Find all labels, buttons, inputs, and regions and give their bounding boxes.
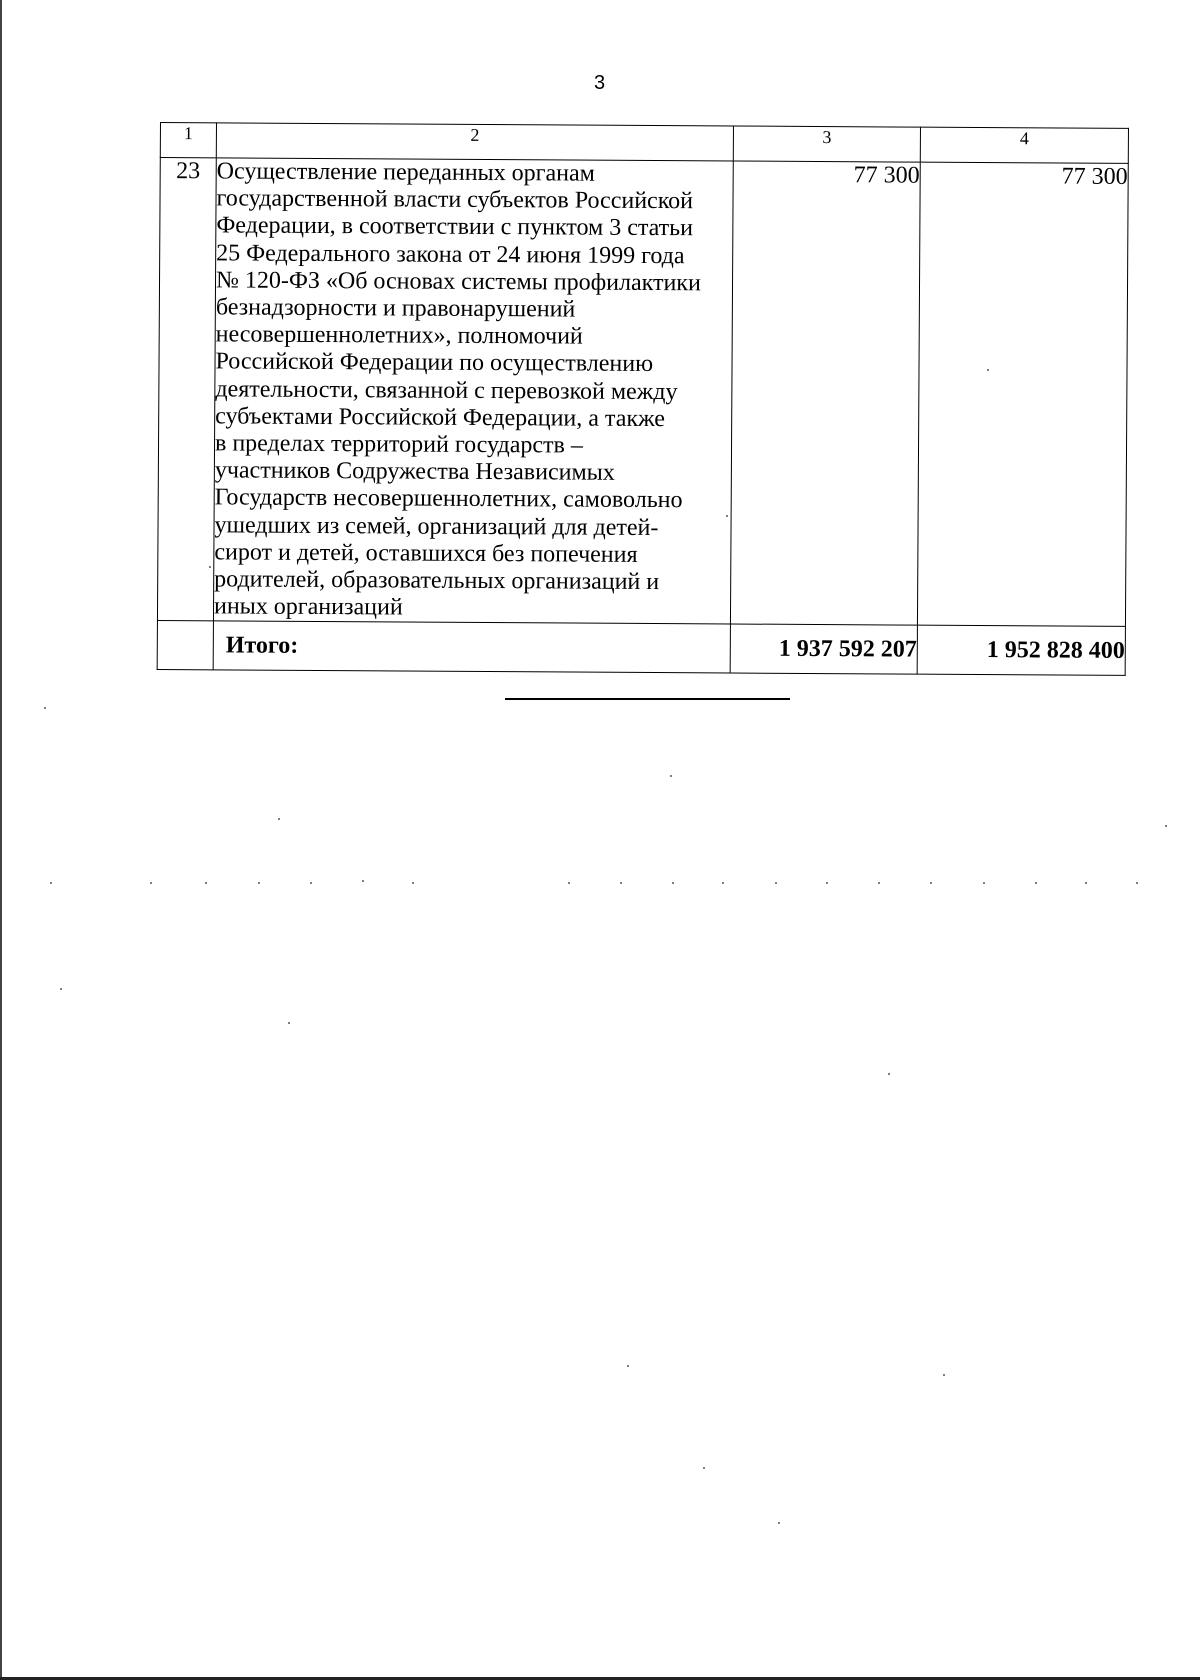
scan-speck bbox=[1035, 882, 1037, 884]
scan-speck bbox=[278, 818, 280, 820]
scan-speck bbox=[778, 1522, 780, 1524]
header-col-1: 1 bbox=[160, 123, 216, 158]
total-row bbox=[157, 621, 1125, 676]
scan-speck bbox=[826, 882, 828, 884]
header-col-2: 2 bbox=[216, 123, 733, 161]
scan-edge-left bbox=[0, 0, 2, 1680]
scan-speck bbox=[672, 882, 674, 884]
scan-speck bbox=[726, 515, 728, 517]
scan-speck bbox=[44, 707, 46, 709]
scan-speck bbox=[258, 882, 260, 884]
header-col-4: 4 bbox=[920, 127, 1128, 163]
total-value-col4: 1 952 828 400 bbox=[917, 626, 1125, 676]
scan-speck bbox=[627, 1365, 629, 1367]
scan-speck bbox=[60, 988, 62, 990]
total-value-col3: 1 937 592 207 bbox=[730, 624, 917, 674]
end-of-document-rule bbox=[505, 698, 790, 700]
scan-speck bbox=[205, 882, 207, 884]
header-col-3: 3 bbox=[733, 126, 920, 162]
row-value-col4: 77 300 bbox=[917, 162, 1128, 627]
scan-speck bbox=[1085, 882, 1087, 884]
scan-speck bbox=[878, 882, 880, 884]
row-description: Осуществление переданных органам государственной власти субъектов Российской Федерации, в соответствии с пунктом 3 статьи 25 Федерального закона от 24 июня 1999 года № 120-ФЗ «Об основах системы профилактики безнадзорности и правонарушений несовершеннолетних», полномочий Российской Федерации по осуществлению деятельности, связанной с перевозкой между субъектами Российской Федерации, а также в пределах территорий государств – участников Содружества Независимых Государств несовершеннолетних, самовольно ушедших из семей, организаций для детей- сирот и детей, оставшихся без попечения родителей, образовательных организаций и иных организаций bbox=[213, 158, 733, 625]
scan-speck bbox=[722, 882, 724, 884]
row-value-col3: 77 300 bbox=[730, 161, 920, 626]
scan-speck bbox=[412, 882, 414, 884]
scan-speck bbox=[888, 1073, 890, 1075]
scan-speck bbox=[1165, 825, 1167, 827]
total-label: Итого: bbox=[213, 621, 730, 673]
scan-speck bbox=[568, 882, 570, 884]
scan-speck bbox=[362, 880, 364, 882]
page-number: 3 bbox=[593, 72, 607, 94]
scan-speck bbox=[150, 882, 152, 884]
scan-speck bbox=[943, 1374, 945, 1376]
row-number: 23 bbox=[157, 158, 216, 622]
scan-speck bbox=[775, 882, 777, 884]
budget-table bbox=[157, 122, 1129, 676]
scan-speck bbox=[670, 775, 672, 777]
scan-speck bbox=[930, 882, 932, 884]
scan-speck bbox=[620, 882, 622, 884]
scan-speck bbox=[703, 1467, 705, 1469]
scan-speck bbox=[209, 566, 211, 568]
scan-speck bbox=[987, 369, 989, 371]
total-row-number bbox=[157, 621, 213, 670]
table-header-row bbox=[160, 123, 1128, 164]
table-row bbox=[157, 158, 1128, 627]
scan-speck bbox=[310, 882, 312, 884]
scan-speck bbox=[288, 1022, 290, 1024]
scan-speck bbox=[983, 882, 985, 884]
scan-speck bbox=[50, 882, 52, 884]
scan-speck bbox=[1136, 882, 1138, 884]
